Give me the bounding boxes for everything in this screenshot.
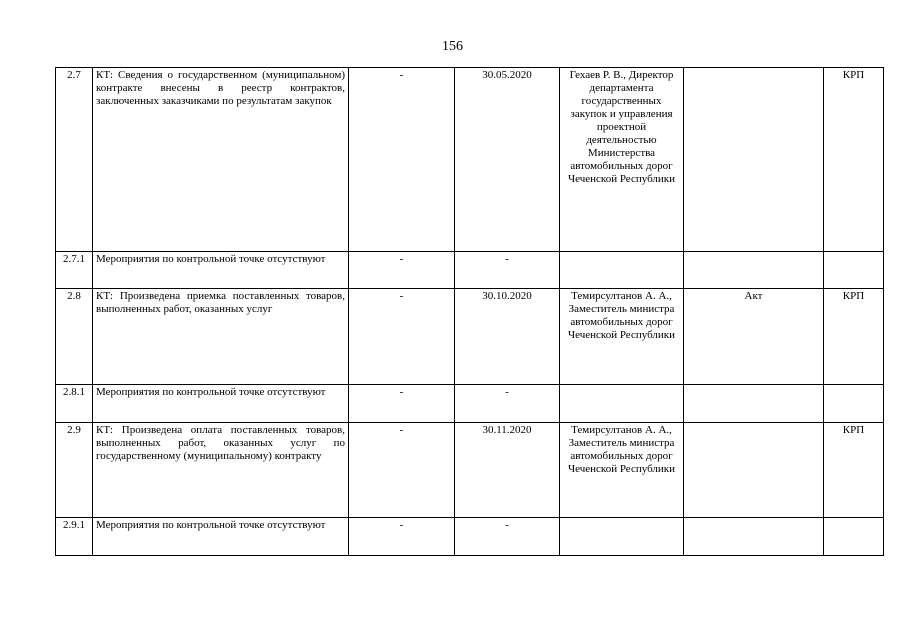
table-row <box>56 518 884 556</box>
row-end-date: 30.05.2020 <box>455 68 560 252</box>
row-level: КРП <box>824 423 884 518</box>
row-responsible <box>560 385 684 423</box>
row-level: КРП <box>824 68 884 252</box>
row-number: 2.7 <box>56 68 93 252</box>
row-number: 2.9 <box>56 423 93 518</box>
table-row <box>56 423 884 518</box>
row-document <box>684 518 824 556</box>
row-start-date: - <box>349 518 455 556</box>
row-name: КТ: Произведена оплата поставленных товаров, выполненных работ, оказанных услуг по государственному (муниципальному) контракту <box>93 423 349 518</box>
row-start-date: - <box>349 252 455 289</box>
row-responsible: Темирсултанов А. А., Заместитель министра автомобильных дорог Чеченской Республики <box>560 289 684 385</box>
row-end-date: - <box>455 385 560 423</box>
row-name: Мероприятия по контрольной точке отсутствуют <box>93 385 349 423</box>
row-level <box>824 518 884 556</box>
table-row <box>56 385 884 423</box>
row-start-date: - <box>349 68 455 252</box>
control-points-table <box>55 67 884 556</box>
row-responsible <box>560 252 684 289</box>
row-name: КТ: Произведена приемка поставленных товаров, выполненных работ, оказанных услуг <box>93 289 349 385</box>
row-start-date: - <box>349 385 455 423</box>
row-name: КТ: Сведения о государственном (муниципальном) контракте внесены в реестр контрактов, заключенных заказчиками по результатам закупок <box>93 68 349 252</box>
row-document <box>684 252 824 289</box>
row-responsible: Темирсултанов А. А., Заместитель министра автомобильных дорог Чеченской Республики <box>560 423 684 518</box>
row-document <box>684 385 824 423</box>
row-end-date: 30.10.2020 <box>455 289 560 385</box>
row-responsible: Гехаев Р. В., Директор департамента государственных закупок и управления проектной деятельностью Министерства автомобильных дорог Чеченской Республики <box>560 68 684 252</box>
row-number: 2.9.1 <box>56 518 93 556</box>
row-document: Акт <box>684 289 824 385</box>
row-name: Мероприятия по контрольной точке отсутствуют <box>93 252 349 289</box>
table-row <box>56 68 884 252</box>
row-name: Мероприятия по контрольной точке отсутствуют <box>93 518 349 556</box>
page-number: 156 <box>442 39 463 54</box>
row-start-date: - <box>349 289 455 385</box>
row-end-date: - <box>455 252 560 289</box>
row-document <box>684 423 824 518</box>
row-end-date: - <box>455 518 560 556</box>
row-start-date: - <box>349 423 455 518</box>
row-number: 2.7.1 <box>56 252 93 289</box>
table-row <box>56 289 884 385</box>
row-responsible <box>560 518 684 556</box>
row-number: 2.8 <box>56 289 93 385</box>
row-number: 2.8.1 <box>56 385 93 423</box>
row-level <box>824 385 884 423</box>
row-level <box>824 252 884 289</box>
table-row <box>56 252 884 289</box>
row-level: КРП <box>824 289 884 385</box>
row-end-date: 30.11.2020 <box>455 423 560 518</box>
row-document <box>684 68 824 252</box>
